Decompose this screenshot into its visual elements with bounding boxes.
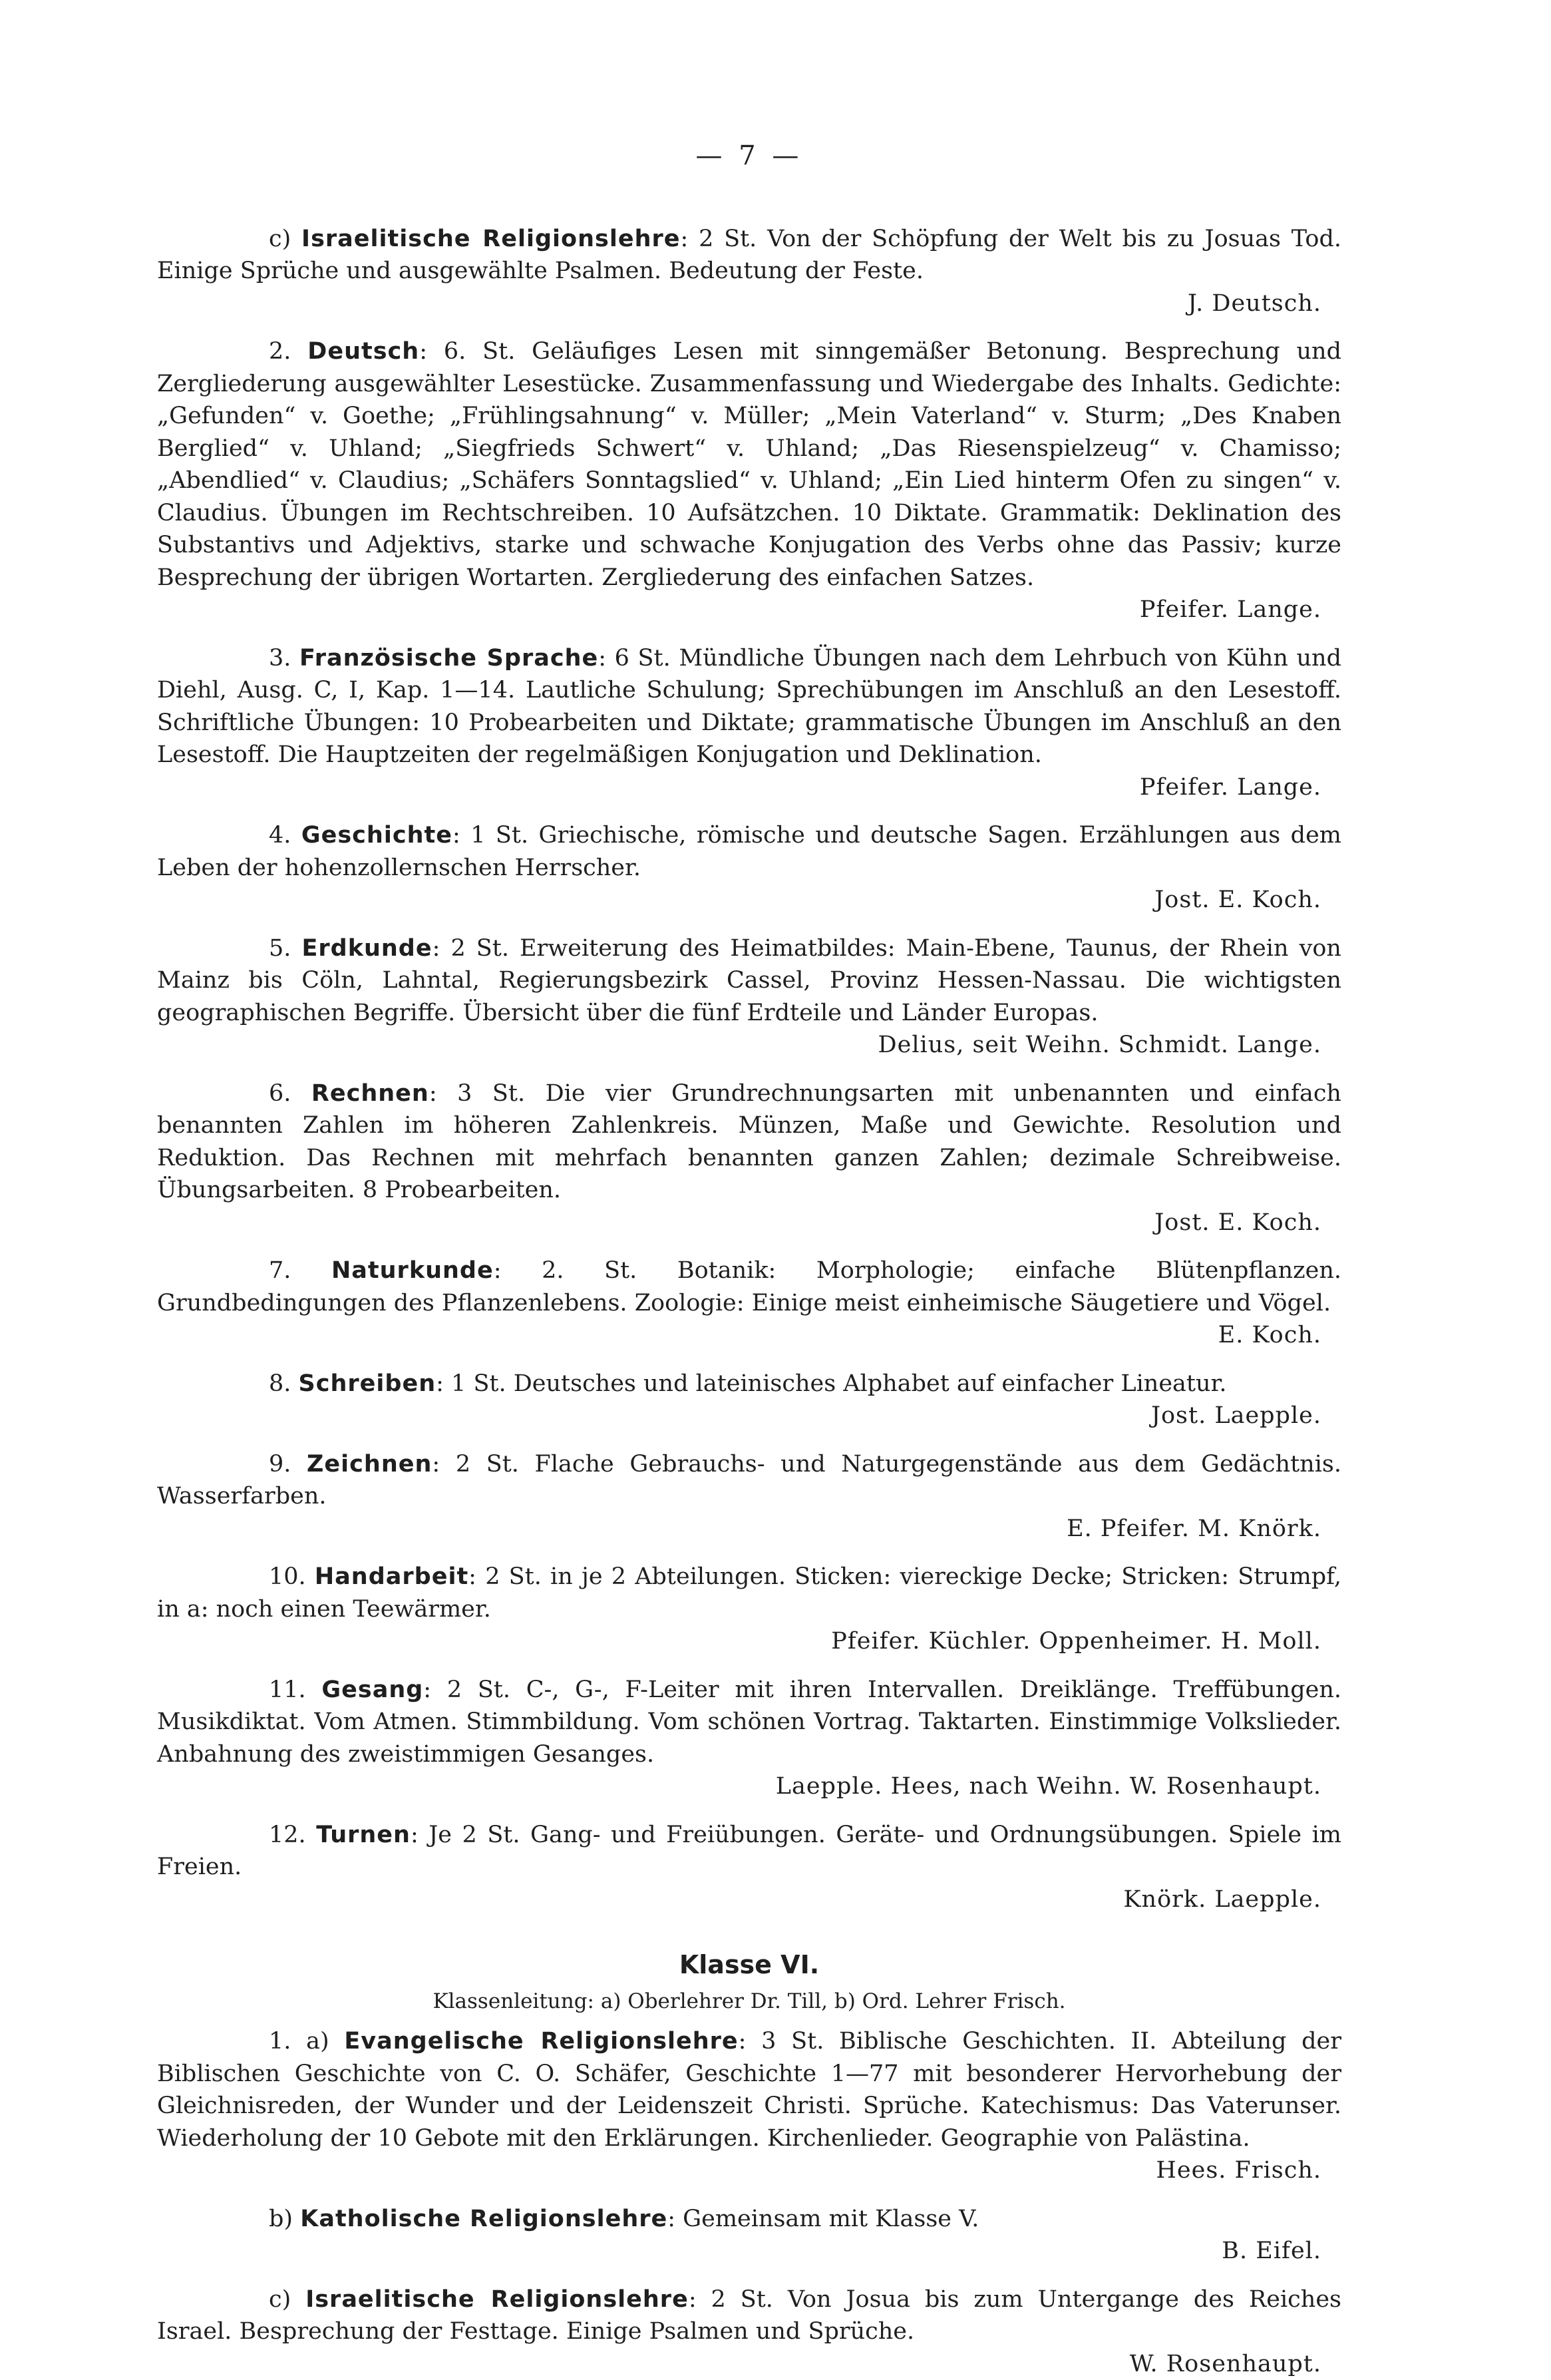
subject-description: 1 St. Deutsches und lateinisches Alphabet auf einfacher Lineatur.: [451, 1370, 1227, 1397]
subject-description: 2 St. Von Josua bis zum Untergange des Reiches Israel. Besprechung der Festtage. Einige Psalmen und Sprüche.: [157, 2286, 1341, 2345]
teacher-names: B. Eifel.: [157, 2235, 1341, 2268]
subject-title: Katholische Religionslehre: [300, 2206, 667, 2232]
subject-description: 2 St. C-, G-, F-Leiter mit ihren Intervallen. Dreiklänge. Treffübungen. Musikdiktat. Vom Atmen. Stimmbildung. Vom schönen Vortrag. Taktarten. Einstimmige Volkslieder. Anbahnung des zweistimmigen Gesanges.: [157, 1677, 1341, 1768]
subject-paragraph: c) Israelitische Religionslehre: 2 St. Von Josua bis zum Untergange des Reiches Israel. Besprechung der Festtage. Einige Psalmen und Sprüche.: [157, 2283, 1341, 2348]
subject-title: Zeichnen: [307, 1451, 432, 1478]
subject-description: Je 2 St. Gang- und Freiübungen. Geräte- und Ordnungsübungen. Spiele im Freien.: [157, 1822, 1341, 1881]
subject-title: Handarbeit: [315, 1563, 468, 1590]
subject-paragraph: 5. Erdkunde: 2 St. Erweiterung des Heimatbildes: Main-Ebene, Taunus, der Rhein von Mainz bis Cöln, Lahntal, Regierungsbezirk Cassel, Provinz Hessen-Nassau. Die wichtigsten geographischen Begriffe. Übersicht über die fünf Erdteile und Länder Europas.: [157, 932, 1341, 1030]
subject-paragraph: 10. Handarbeit: 2 St. in je 2 Abteilungen. Sticken: viereckige Decke; Stricken: Strumpf, in a: noch einen Teewärmer.: [157, 1561, 1341, 1625]
subject-title: Turnen: [316, 1822, 411, 1848]
teacher-names: Jost. E. Koch.: [157, 1207, 1341, 1239]
subject-description: 2. St. Botanik: Morphologie; einfache Blütenpflanzen. Grundbedingungen des Pflanzenlebens. Zoologie: Einige meist einheimische Säugetiere und Vögel.: [157, 1257, 1341, 1316]
subject-title: Rechnen: [311, 1080, 429, 1107]
teacher-names: Pfeifer. Lange.: [157, 594, 1341, 626]
subject-number: 2.: [269, 338, 291, 365]
subject-paragraph: 9. Zeichnen: 2 St. Flache Gebrauchs- und Naturgegenstände aus dem Gedächtnis. Wasserfarben.: [157, 1448, 1341, 1513]
subject-number: b): [269, 2206, 293, 2232]
subject-number: 11.: [269, 1677, 306, 1703]
subject-number: 3.: [269, 645, 291, 672]
subject-description: 3 St. Biblische Geschichten. II. Abteilung der Biblischen Geschichte von C. O. Schäfer, Geschichte 1—77 mit besonderer Hervorhebung der Gleichnisreden, der Wunder und der Leidenszeit Christi. Sprüche. Katechismus: Das Vaterunser. Wiederholung der 10 Gebote mit den Erklärungen. Kirchenlieder. Geographie von Palästina.: [157, 2028, 1341, 2152]
subject-paragraph: c) Israelitische Religionslehre: 2 St. Von der Schöpfung der Welt bis zu Josuas Tod. Einige Sprüche und ausgewählte Psalmen. Bedeutung der Feste.: [157, 223, 1341, 288]
teacher-names: E. Pfeifer. M. Knörk.: [157, 1513, 1341, 1545]
subject-description: 2 St. Flache Gebrauchs- und Naturgegenstände aus dem Gedächtnis. Wasserfarben.: [157, 1451, 1341, 1510]
subject-description: 1 St. Griechische, römische und deutsche Sagen. Erzählungen aus dem Leben der hohenzollernschen Herrscher.: [157, 822, 1341, 881]
document-page: [157, 140, 1341, 2380]
teacher-names: Jost. E. Koch.: [157, 884, 1341, 916]
subject-number: 12.: [269, 1822, 306, 1848]
teacher-names: Laepple. Hees, nach Weihn. W. Rosenhaupt.: [157, 1770, 1341, 1803]
teacher-names: E. Koch.: [157, 1319, 1341, 1352]
subject-paragraph: 8. Schreiben: 1 St. Deutsches und lateinisches Alphabet auf einfacher Lineatur.: [157, 1368, 1341, 1400]
subject-number: 7.: [269, 1257, 291, 1284]
subject-paragraph: 11. Gesang: 2 St. C-, G-, F-Leiter mit ihren Intervallen. Dreiklänge. Treffübungen. Musikdiktat. Vom Atmen. Stimmbildung. Vom schönen Vortrag. Taktarten. Einstimmige Volkslieder. Anbahnung des zweistimmigen Gesanges.: [157, 1674, 1341, 1771]
subject-description: 3 St. Die vier Grundrechnungsarten mit unbenannten und einfach benannten Zahlen im höheren Zahlenkreis. Münzen, Maße und Gewichte. Resolution und Reduktion. Das Rechnen mit mehrfach benannten ganzen Zahlen; dezimale Schreibweise. Übungsarbeiten. 8 Probearbeiten.: [157, 1080, 1341, 1204]
subject-title: Deutsch: [307, 338, 419, 365]
teacher-names: Hees. Frisch.: [157, 2154, 1341, 2187]
class-v-subjects: [157, 223, 1341, 1916]
subject-paragraph: 3. Französische Sprache: 6 St. Mündliche Übungen nach dem Lehrbuch von Kühn und Diehl, Ausg. C, I, Kap. 1—14. Lautliche Schulung; Sprechübungen im Anschluß an den Lesestoff. Schriftliche Übungen: 10 Probearbeiten und Diktate; grammatische Übungen im Anschluß an den Lesestoff. Die Hauptzeiten der regelmäßigen Konjugation und Deklination.: [157, 642, 1341, 771]
subject-description: 2 St. Von der Schöpfung der Welt bis zu Josuas Tod. Einige Sprüche und ausgewählte Psalmen. Bedeutung der Feste.: [157, 226, 1341, 285]
page-number: — 7 —: [157, 140, 1341, 172]
subject-description: 6. St. Geläufiges Lesen mit sinngemäßer Betonung. Besprechung und Zergliederung ausgewählter Lesestücke. Zusammenfassung und Wiedergabe des Inhalts. Gedichte: „Gefunden“ v. Goethe; „Frühlingsahnung“ v. Müller; „Mein Vaterland“ v. Sturm; „Des Knaben Berglied“ v. Uhland; „Siegfrieds Schwert“ v. Uhland; „Das Riesenspielzeug“ v. Chamisso; „Abendlied“ v. Claudius; „Schäfers Sonntagslied“ v. Uhland; „Ein Lied hinterm Ofen zu singen“ v. Claudius. Übungen im Rechtschreiben. 10 Aufsätzchen. 10 Diktate. Grammatik: Deklination des Substantivs und Adjektivs, starke und schwache Konjugation des Verbs ohne das Passiv; kurze Besprechung der übrigen Wortarten. Zergliederung des einfachen Satzes.: [157, 338, 1341, 591]
subject-title: Evangelische Religionslehre: [344, 2028, 738, 2055]
teacher-names: Knörk. Laepple.: [157, 1884, 1341, 1916]
subject-number: c): [269, 2286, 291, 2313]
subject-paragraph: 7. Naturkunde: 2. St. Botanik: Morphologie; einfache Blütenpflanzen. Grundbedingungen des Pflanzenlebens. Zoologie: Einige meist einheimische Säugetiere und Vögel.: [157, 1255, 1341, 1319]
class-leadership: Klassenleitung: a) Oberlehrer Dr. Till, b) Ord. Lehrer Frisch.: [157, 1985, 1341, 2018]
teacher-names: Delius, seit Weihn. Schmidt. Lange.: [157, 1029, 1341, 1062]
subject-paragraph: 1. a) Evangelische Religionslehre: 3 St. Biblische Geschichten. II. Abteilung der Biblischen Geschichte von C. O. Schäfer, Geschichte 1—77 mit besonderer Hervorhebung der Gleichnisreden, der Wunder und der Leidenszeit Christi. Sprüche. Katechismus: Das Vaterunser. Wiederholung der 10 Gebote mit den Erklärungen. Kirchenlieder. Geographie von Palästina.: [157, 2025, 1341, 2154]
subject-number: 1. a): [269, 2028, 329, 2055]
subject-title: Französische Sprache: [299, 645, 598, 672]
subject-title: Naturkunde: [331, 1257, 494, 1284]
teacher-names: W. Rosenhaupt.: [157, 2348, 1341, 2380]
subject-number: 5.: [269, 935, 291, 962]
class-vi-subjects: [157, 2025, 1341, 2380]
subject-paragraph: 2. Deutsch: 6. St. Geläufiges Lesen mit sinngemäßer Betonung. Besprechung und Zergliederung ausgewählter Lesestücke. Zusammenfassung und Wiedergabe des Inhalts. Gedichte: „Gefunden“ v. Goethe; „Frühlingsahnung“ v. Müller; „Mein Vaterland“ v. Sturm; „Des Knaben Berglied“ v. Uhland; „Siegfrieds Schwert“ v. Uhland; „Das Riesenspielzeug“ v. Chamisso; „Abendlied“ v. Claudius; „Schäfers Sonntagslied“ v. Uhland; „Ein Lied hinterm Ofen zu singen“ v. Claudius. Übungen im Rechtschreiben. 10 Aufsätzchen. 10 Diktate. Grammatik: Deklination des Substantivs und Adjektivs, starke und schwache Konjugation des Verbs ohne das Passiv; kurze Besprechung der übrigen Wortarten. Zergliederung des einfachen Satzes.: [157, 335, 1341, 594]
class-heading: Klasse VI.: [157, 1949, 1341, 1981]
subject-number: 8.: [269, 1370, 291, 1397]
subject-description: 6 St. Mündliche Übungen nach dem Lehrbuch von Kühn und Diehl, Ausg. C, I, Kap. 1—14. Lautliche Schulung; Sprechübungen im Anschluß an den Lesestoff. Schriftliche Übungen: 10 Probearbeiten und Diktate; grammatische Übungen im Anschluß an den Lesestoff. Die Hauptzeiten der regelmäßigen Konjugation und Deklination.: [157, 645, 1341, 769]
subject-title: Israelitische Religionslehre: [301, 226, 680, 252]
subject-number: c): [269, 226, 291, 252]
subject-paragraph: 6. Rechnen: 3 St. Die vier Grundrechnungsarten mit unbenannten und einfach benannten Zahlen im höheren Zahlenkreis. Münzen, Maße und Gewichte. Resolution und Reduktion. Das Rechnen mit mehrfach benannten ganzen Zahlen; dezimale Schreibweise. Übungsarbeiten. 8 Probearbeiten.: [157, 1078, 1341, 1207]
subject-description: 2 St. in je 2 Abteilungen. Sticken: viereckige Decke; Stricken: Strumpf, in a: noch einen Teewärmer.: [157, 1563, 1341, 1623]
subject-number: 10.: [269, 1563, 306, 1590]
subject-title: Schreiben: [299, 1370, 436, 1397]
subject-title: Geschichte: [301, 822, 452, 849]
subject-paragraph: 12. Turnen: Je 2 St. Gang- und Freiübungen. Geräte- und Ordnungsübungen. Spiele im Freien.: [157, 1819, 1341, 1884]
teacher-names: Jost. Laepple.: [157, 1400, 1341, 1432]
subject-title: Israelitische Religionslehre: [305, 2286, 689, 2313]
subject-number: 9.: [269, 1451, 291, 1478]
teacher-names: Pfeifer. Lange.: [157, 771, 1341, 804]
teacher-names: Pfeifer. Küchler. Oppenheimer. H. Moll.: [157, 1625, 1341, 1658]
subject-paragraph: 4. Geschichte: 1 St. Griechische, römische und deutsche Sagen. Erzählungen aus dem Leben der hohenzollernschen Herrscher.: [157, 819, 1341, 884]
subject-number: 6.: [269, 1080, 291, 1107]
subject-description: Gemeinsam mit Klasse V.: [683, 2206, 979, 2232]
subject-title: Gesang: [321, 1677, 423, 1703]
subject-number: 4.: [269, 822, 291, 849]
subject-description: 2 St. Erweiterung des Heimatbildes: Main-Ebene, Taunus, der Rhein von Mainz bis Cöln, Lahntal, Regierungsbezirk Cassel, Provinz Hessen-Nassau. Die wichtigsten geographischen Begriffe. Übersicht über die fünf Erdteile und Länder Europas.: [157, 935, 1341, 1026]
teacher-names: J. Deutsch.: [157, 288, 1341, 320]
subject-paragraph: b) Katholische Religionslehre: Gemeinsam mit Klasse V.: [157, 2203, 1341, 2236]
subject-title: Erdkunde: [301, 935, 432, 962]
